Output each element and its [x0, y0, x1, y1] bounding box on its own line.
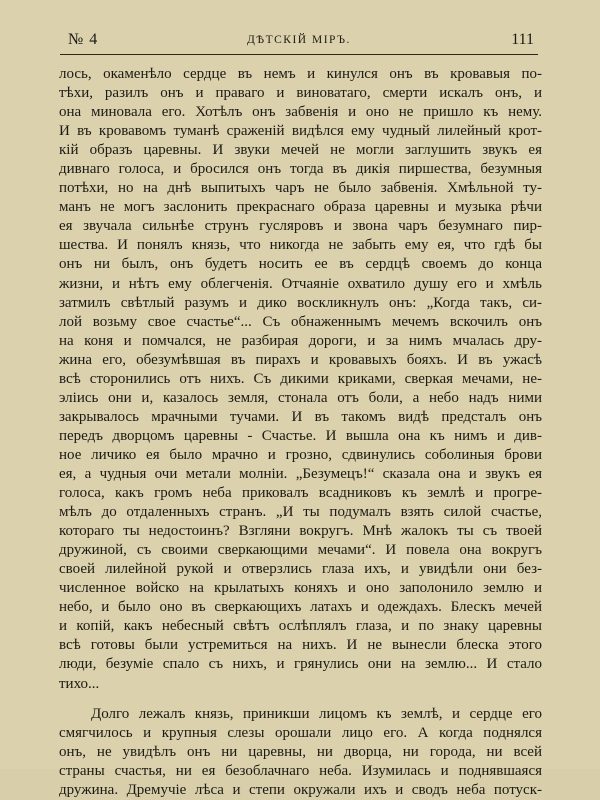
text-line: манъ не могъ заслонить прекраснаго образа царевны и музыка рѣчи	[59, 199, 542, 216]
text-line: шества. И понялъ князь, что никогда не забыть ему ея, что гдѣ бы	[59, 237, 542, 254]
text-line: мѣлъ до отдаленныхъ странъ. „И ты подумалъ взять силой счастье,	[59, 504, 542, 521]
magazine-title: ДѢТСКІЙ МІРЪ.	[247, 34, 351, 46]
text-line: всѣ сторонились отъ нихъ. Съ дикими криками, сверкая мечами, не-	[59, 370, 542, 387]
text-line: люди, безуміе спало съ нихъ, и грянулись они на землю... И стало	[59, 656, 542, 673]
text-line: смягчилось и крупныя слезы орошали лицо его. А когда поднялся	[59, 724, 542, 741]
text-line: она миновала его. Хотѣлъ онъ забвенія и оно не пришло къ нему.	[59, 104, 542, 121]
text-line: Долго лежалъ князь, приникши лицомъ къ землѣ, и сердце его	[91, 705, 542, 722]
body-text	[59, 65, 542, 800]
text-line: передъ дворцомъ царевны - Счастье. И вышла она къ нимъ и див-	[59, 427, 542, 444]
header-rule	[60, 54, 538, 55]
text-line: онъ, не увидѣлъ онъ ни царевны, ни дворца, ни города, ни всей	[59, 743, 542, 760]
text-line: И въ кровавомъ туманѣ сраженій видѣлся ему чудный лилейный крот-	[59, 123, 542, 140]
text-line: и копій, какъ небесный свѣтъ ослѣплялъ глаза, и по знаку царевны	[59, 618, 542, 635]
text-line: страны счастья, ни ея безоблачнаго неба. Изумилась и поднявшаяся	[59, 762, 542, 779]
text-line: тѣхи, разилъ онъ и праваго и виноватаго, смерти искалъ онъ, и	[59, 85, 542, 102]
text-line: численное войско на крылатыхъ коняхъ и оно заполонило землю и	[59, 580, 542, 597]
text-line: эліись они и, казалось земля, стонала отъ боли, а небо надъ ними	[59, 389, 542, 406]
text-line: дивнаго голоса, и бросился онъ тогда въ дикія пиршества, безумныя	[59, 161, 542, 178]
text-line: потѣхи, но на днѣ выпитыхъ чаръ не было забвенія. Хмѣльной ту-	[59, 180, 542, 197]
text-line: закрывалось мрачными тучами. И въ такомъ видѣ предсталъ онъ	[59, 408, 542, 425]
text-line: ное личико ея было мрачно и грозно, сдвинулись соболиныя брови	[59, 446, 542, 463]
text-line: голоса, какъ громъ неба приковалъ всадниковъ къ землѣ и прогре-	[59, 485, 542, 502]
text-line: всѣ готовы были устремиться на нихъ. И не вынесли блеска этого	[59, 637, 542, 654]
text-line: ея, а чудныя очи метали молніи. „Безумецъ!“ сказала она и звукъ ея	[59, 465, 542, 482]
text-line: кій образъ царевны. И звуки мечей не могли заглушить звукъ ея	[59, 142, 542, 159]
text-line: жина его, обезумѣвшая въ пирахъ и кровавыхъ бояхъ. И въ ужасѣ	[59, 351, 542, 368]
text-line: лось, окаменѣло сердце въ немъ и кинулся онъ въ кровавыя по-	[59, 66, 542, 82]
issue-number: № 4	[68, 31, 99, 48]
text-line: дружиной, съ своими сверкающими мечами“. И повела она вокругъ	[59, 542, 542, 559]
text-line: онъ ни былъ, онъ будетъ носить ее въ сердцѣ своемъ до конца	[59, 256, 542, 273]
page-number: 111	[511, 31, 534, 48]
text-line: дружина. Дремучіе лѣса и степи окружали ихъ и сводъ неба потуск-	[59, 781, 542, 798]
text-line: небо, и было оно въ сверкающихъ латахъ и одеждахъ. Блескъ мечей	[59, 599, 542, 616]
text-line: лой возьму свое счастье“... Съ обнаженнымъ мечемъ вскочилъ онъ	[59, 313, 542, 330]
paragraph-gap	[59, 694, 542, 705]
text-line: котораго ты недостоинъ? Взгляни вокругъ. Мнѣ жалокъ ты съ твоей	[59, 523, 542, 540]
paragraph	[59, 65, 542, 694]
text-line: на коня и помчался, не разбирая дороги, и за нимъ мчалась дру-	[59, 332, 542, 349]
running-header	[60, 29, 538, 51]
text-line: тихо...	[59, 675, 100, 692]
text-line: затмилъ свѣтлый разумъ и дико воскликнулъ онъ: „Когда такъ, си-	[59, 294, 542, 311]
text-line: жизни, и нѣтъ ему облегченія. Отчаяніе охватило душу его и хмѣль	[59, 275, 542, 292]
paragraph	[59, 705, 542, 800]
text-line: ея звучала сильнѣе струнъ гусляровъ и звона чаръ безумнаго пир-	[59, 218, 542, 235]
text-line: своей лилейной рукой и отверзлись глаза ихъ, и увидѣли они без-	[59, 561, 542, 578]
